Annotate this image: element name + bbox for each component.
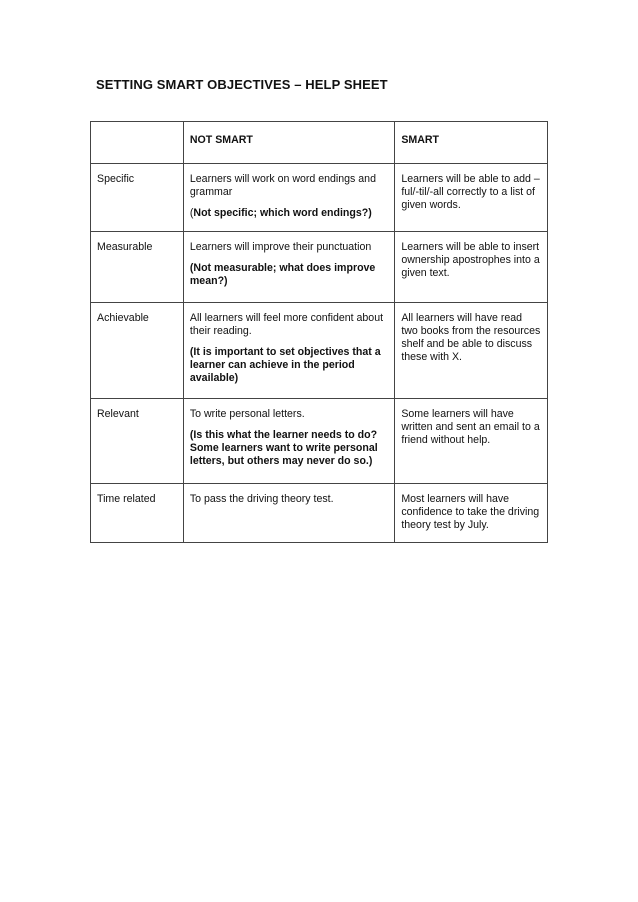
note-bold-text: Not specific; which word endings?) [193, 207, 372, 219]
not-smart-text: Learners will improve their punctuation [189, 241, 372, 253]
not-smart-text: All learners will feel more confident about their reading. [189, 312, 384, 337]
not-smart-text: To write personal letters. [189, 408, 305, 420]
not-smart-note: (Is this what the learner needs to do? Some learners want to write personal letters, but others may never do so.) [189, 429, 378, 467]
not-smart-cell [183, 399, 394, 484]
smart-objectives-table [90, 121, 548, 543]
smart-cell: Learners will be able to insert ownership apostrophes into a given text. [395, 232, 548, 303]
table-row-achievable [91, 303, 548, 399]
table-row-time-related [91, 484, 548, 543]
not-smart-cell [183, 164, 394, 232]
smart-cell: Most learners will have confidence to take the driving theory test by July. [395, 484, 548, 543]
criteria-label: Achievable [91, 303, 184, 399]
page-title: SETTING SMART OBJECTIVES – HELP SHEET [96, 77, 388, 92]
table-row-relevant [91, 399, 548, 484]
header-criteria [91, 122, 184, 164]
note-open-paren: ( [189, 207, 194, 219]
table-row-specific [91, 164, 548, 232]
not-smart-cell [183, 232, 394, 303]
not-smart-note: (Not measurable; what does improve mean?) [189, 262, 376, 287]
not-smart-cell [183, 484, 394, 543]
criteria-label: Specific [91, 164, 184, 232]
header-smart: SMART [395, 122, 548, 164]
criteria-label: Relevant [91, 399, 184, 484]
criteria-label: Time related [91, 484, 184, 543]
not-smart-text: To pass the driving theory test. [189, 493, 334, 505]
not-smart-text: Learners will work on word endings and grammar [189, 173, 376, 198]
table-header-row [91, 122, 548, 164]
header-not-smart: NOT SMART [183, 122, 394, 164]
table-row-measurable [91, 232, 548, 303]
smart-cell: Learners will be able to add –ful/-til/-all correctly to a list of given words. [395, 164, 548, 232]
not-smart-note [190, 207, 388, 220]
criteria-label: Measurable [91, 232, 184, 303]
not-smart-cell [183, 303, 394, 399]
smart-cell: All learners will have read two books from the resources shelf and be able to discuss these with X. [395, 303, 548, 399]
smart-cell: Some learners will have written and sent an email to a friend without help. [395, 399, 548, 484]
not-smart-note: (It is important to set objectives that a learner can achieve in the period available) [189, 346, 381, 384]
